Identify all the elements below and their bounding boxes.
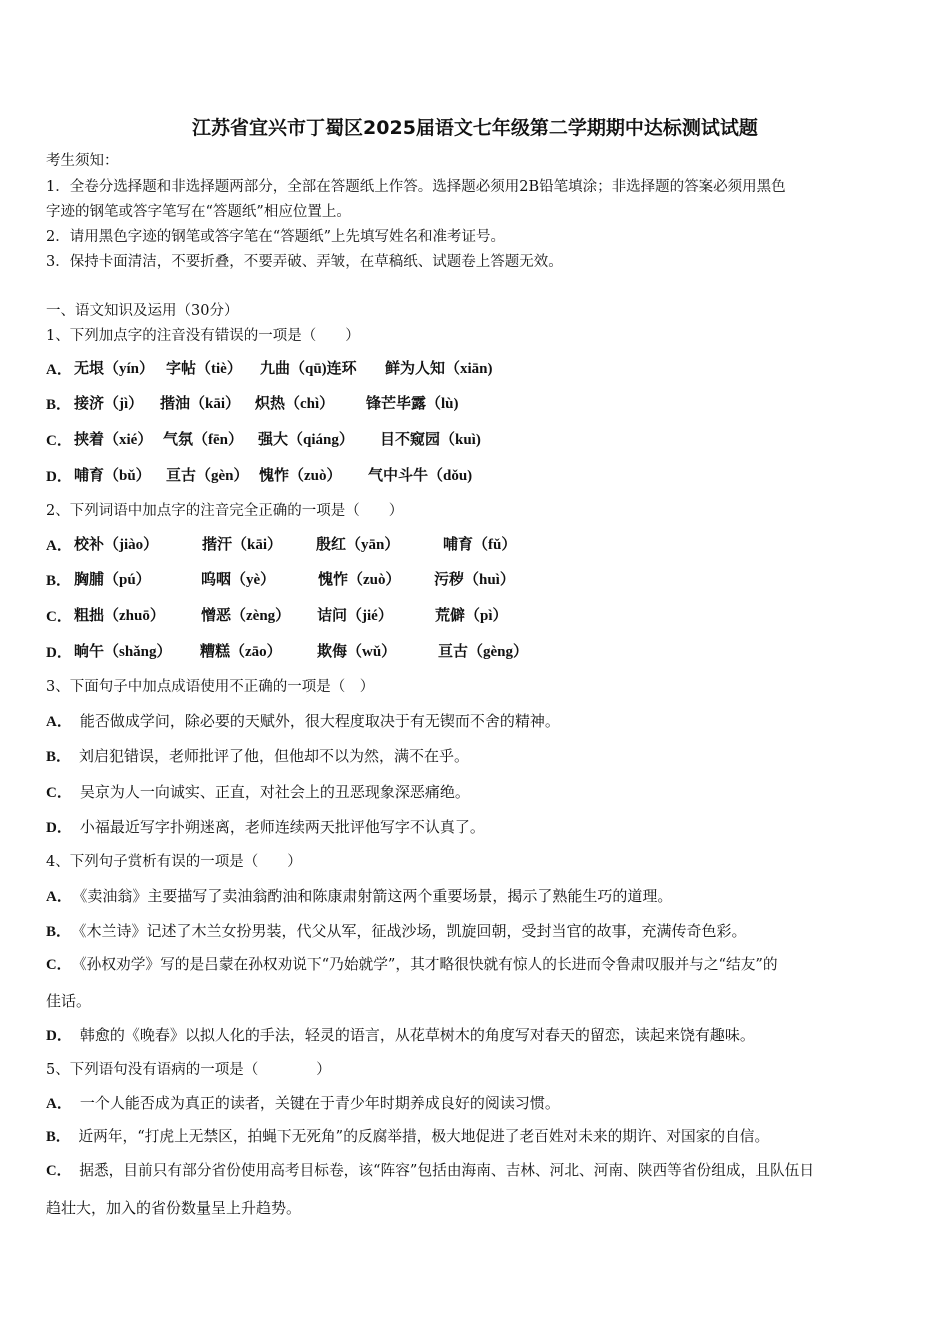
- option-item: 亘古（gèn）: [166, 468, 249, 484]
- q4-option-d: [46, 1026, 755, 1045]
- option-label: A．: [46, 538, 72, 554]
- option-label: C．: [46, 785, 72, 801]
- q2-option-b: [46, 571, 906, 590]
- q2-option-c: [46, 607, 906, 626]
- q2-option-a: [46, 536, 906, 555]
- option-label: D．: [46, 469, 72, 485]
- option-item: 揩油（kāi）: [160, 396, 241, 412]
- option-item: 诘问（jié）: [317, 608, 393, 624]
- option-item: 粗拙（zhuō）: [74, 608, 165, 624]
- option-text: 《卖油翁》主要描写了卖油翁酌油和陈康肃射箭这两个重要场景，揭示了熟能生巧的道理。: [79, 887, 673, 905]
- option-text: 《木兰诗》记述了木兰女扮男装，代父从军，征战沙场，凯旋回朝，受封当官的故事，充满传奇色彩。: [79, 922, 747, 940]
- question-1-stem: 1、下列加点字的注音没有错误的一项是（ ）: [46, 328, 360, 344]
- option-item: 愧怍（zuò）: [259, 468, 342, 484]
- option-item: 胸脯（pú）: [74, 572, 151, 588]
- option-label: B．: [46, 1129, 71, 1145]
- option-item: 无垠（yín）: [74, 361, 155, 377]
- option-item: 憎恶（zèng）: [201, 608, 291, 624]
- section-heading: 一、语文知识及运用（30分）: [46, 303, 239, 319]
- option-label: C．: [46, 1163, 72, 1179]
- q3-option-c: [46, 783, 470, 802]
- q4-option-a: [46, 887, 672, 906]
- option-label: D．: [46, 645, 72, 661]
- option-label: B．: [46, 397, 72, 413]
- option-item: 鲜为人知（xiān): [385, 361, 493, 377]
- option-item: 糟糕（zāo）: [200, 644, 282, 660]
- option-label: A．: [46, 714, 72, 730]
- option-item: 九曲（qū)连环: [260, 361, 357, 377]
- option-item: 校补（jiào）: [74, 537, 159, 553]
- option-label: B．: [46, 749, 72, 765]
- option-item: 愧怍（zuò）: [318, 572, 401, 588]
- q5-option-a: [46, 1094, 560, 1113]
- option-item: 哺育（fǔ）: [443, 537, 517, 553]
- question-3-stem: 3、下面句子中加点成语使用不正确的一项是（ ）: [46, 679, 375, 695]
- q1-option-b: [46, 395, 906, 414]
- option-label: B．: [46, 924, 72, 940]
- option-item: 哺育（bǔ）: [74, 468, 151, 484]
- option-text: 一个人能否成为真正的读者，关键在于青少年时期养成良好的阅读习惯。: [79, 1094, 560, 1112]
- option-item: 挟着（xié）: [74, 432, 153, 448]
- option-text: 《孙权劝学》写的是吕蒙在孙权劝说下“乃始就学”，其才略很快就有惊人的长进而令鲁肃叹服并与之“结友”的: [79, 956, 778, 973]
- notice-item: 字迹的钢笔或答字笔写在“答题纸”相应位置上。: [46, 204, 351, 220]
- page-title: 江苏省宜兴市丁蜀区2025届语文七年级第二学期期中达标测试试题: [192, 117, 758, 139]
- option-item: 晌午（shǎng）: [74, 644, 172, 660]
- option-item: 接济（jì）: [74, 396, 144, 412]
- option-item: 气氛（fēn）: [163, 432, 243, 448]
- option-text: 近两年，“打虎上无禁区，拍蝇下无死角”的反腐举措，极大地促进了老百姓对未来的期许、对国家的自信。: [78, 1128, 770, 1145]
- option-item: 荒僻（pì）: [435, 608, 508, 624]
- notice-heading: 考生须知：: [46, 153, 119, 169]
- option-item: 强大（qiáng）: [258, 432, 354, 448]
- notice-item: 3．保持卡面清洁，不要折叠，不要弄破、弄皱，在草稿纸、试题卷上答题无效。: [46, 254, 563, 270]
- option-label: A．: [46, 362, 72, 378]
- q1-option-d: [46, 467, 906, 486]
- option-item: 目不窥园（kuì): [380, 432, 481, 448]
- q4-option-c-continued: 佳话。: [46, 992, 92, 1010]
- question-4-stem: 4、下列句子赏析有误的一项是（ ）: [46, 854, 302, 870]
- option-item: 揩汗（kāi）: [202, 537, 283, 553]
- option-label: D．: [46, 820, 72, 836]
- option-item: 污秽（huì）: [434, 572, 515, 588]
- notice-item: 2．请用黑色字迹的钢笔或答字笔在“答题纸”上先填写姓名和准考证号。: [46, 229, 506, 245]
- option-item: 欺侮（wǔ）: [317, 644, 397, 660]
- q3-option-b: [46, 747, 469, 766]
- option-item: 殷红（yān）: [316, 537, 400, 553]
- option-item: 亘古（gèng）: [438, 644, 529, 660]
- q2-option-d: [46, 643, 906, 662]
- q1-option-a: [46, 360, 906, 379]
- option-label: D．: [46, 1028, 72, 1044]
- option-text: 小福最近写字扑朔迷离，老师连续两天批评他写字不认真了。: [79, 818, 485, 836]
- option-item: 锋芒毕露（lù): [366, 396, 459, 412]
- q4-option-c: [46, 956, 778, 974]
- option-label: A．: [46, 889, 72, 905]
- option-item: 呜咽（yè）: [201, 572, 276, 588]
- option-text: 能否做成学问，除必要的天赋外，很大程度取决于有无锲而不舍的精神。: [79, 712, 560, 730]
- option-label: C．: [46, 433, 72, 449]
- option-item: 炽热（chì）: [255, 396, 335, 412]
- q3-option-a: [46, 712, 560, 731]
- notice-item: 1．全卷分选择题和非选择题两部分，全部在答题纸上作答。选择题必须用2B铅笔填涂；非选择题的答案必须用黑色: [46, 179, 786, 195]
- option-label: B．: [46, 573, 72, 589]
- q3-option-d: [46, 818, 485, 837]
- option-text: 据悉，目前只有部分省份使用高考目标卷，该“阵容”包括由海南、吉林、河北、河南、陕西等省份组成，且队伍日: [79, 1162, 815, 1179]
- q5-option-c: [46, 1162, 814, 1180]
- q5-option-c-continued: 趋壮大，加入的省份数量呈上升趋势。: [46, 1199, 302, 1217]
- option-text: 韩愈的《晚春》以拟人化的手法，轻灵的语言，从花草树木的角度写对春天的留恋，读起来饶有趣味。: [79, 1026, 755, 1044]
- option-item: 气中斗牛（dǒu): [368, 468, 473, 484]
- option-label: C．: [46, 957, 72, 973]
- option-text: 吴京为人一向诚实、正直，对社会上的丑恶现象深恶痛绝。: [79, 783, 470, 801]
- question-5-stem: 5、下列语句没有语病的一项是（ ）: [46, 1062, 331, 1078]
- q5-option-b: [46, 1128, 769, 1146]
- option-label: A．: [46, 1096, 72, 1112]
- option-label: C．: [46, 609, 72, 625]
- q4-option-b: [46, 922, 747, 941]
- option-item: 字帖（tiè）: [166, 361, 242, 377]
- q1-option-c: [46, 431, 906, 450]
- question-2-stem: 2、下列词语中加点字的注音完全正确的一项是（ ）: [46, 503, 404, 519]
- option-text: 刘启犯错误，老师批评了他，但他却不以为然，满不在乎。: [79, 747, 470, 765]
